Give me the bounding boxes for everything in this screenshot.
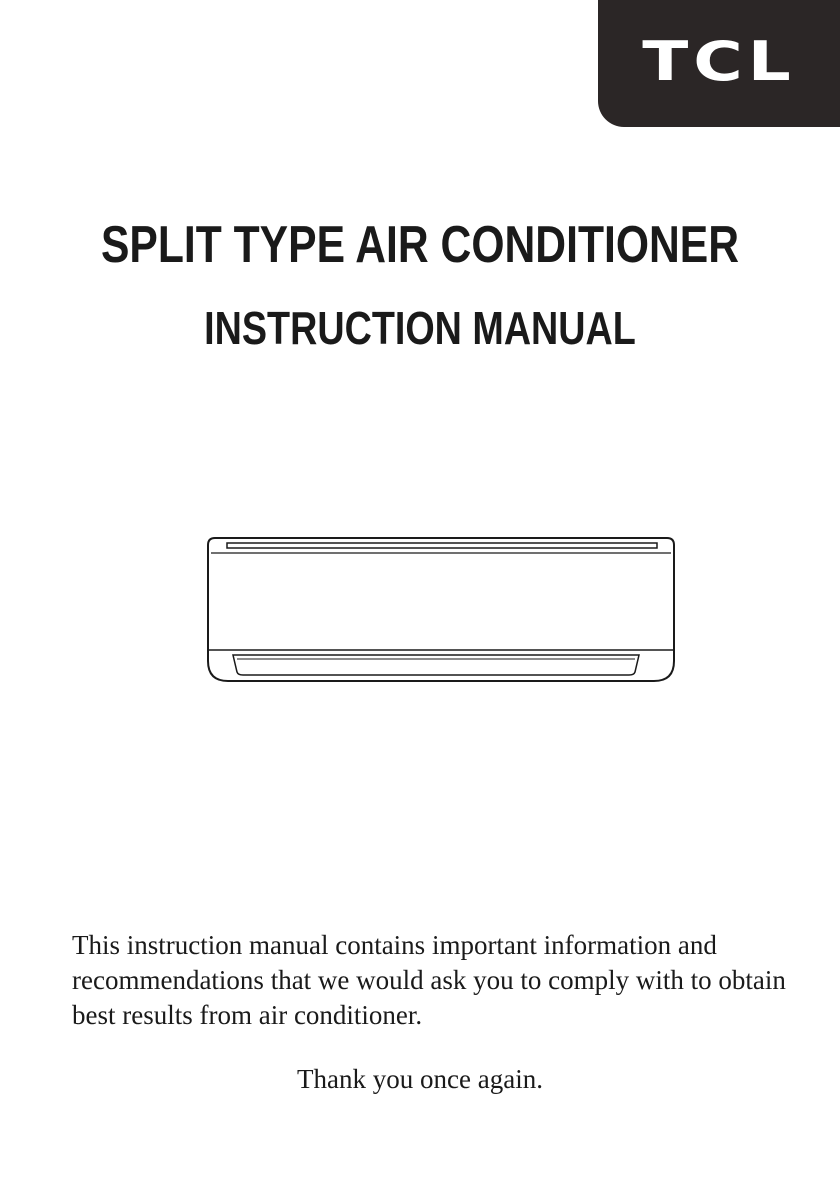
- brand-logo-block: [598, 0, 840, 127]
- brand-logo-text: TCL: [642, 30, 796, 93]
- air-conditioner-indoor-unit-icon: [205, 535, 677, 685]
- closing-text: Thank you once again.: [297, 1064, 543, 1094]
- intro-paragraph: This instruction manual contains important information and recommendations that we would ask you to comply with to obtain best results from air conditioner.: [72, 930, 786, 1030]
- page-subtitle: INSTRUCTION MANUAL: [204, 302, 636, 354]
- page-title: SPLIT TYPE AIR CONDITIONER: [100, 216, 740, 274]
